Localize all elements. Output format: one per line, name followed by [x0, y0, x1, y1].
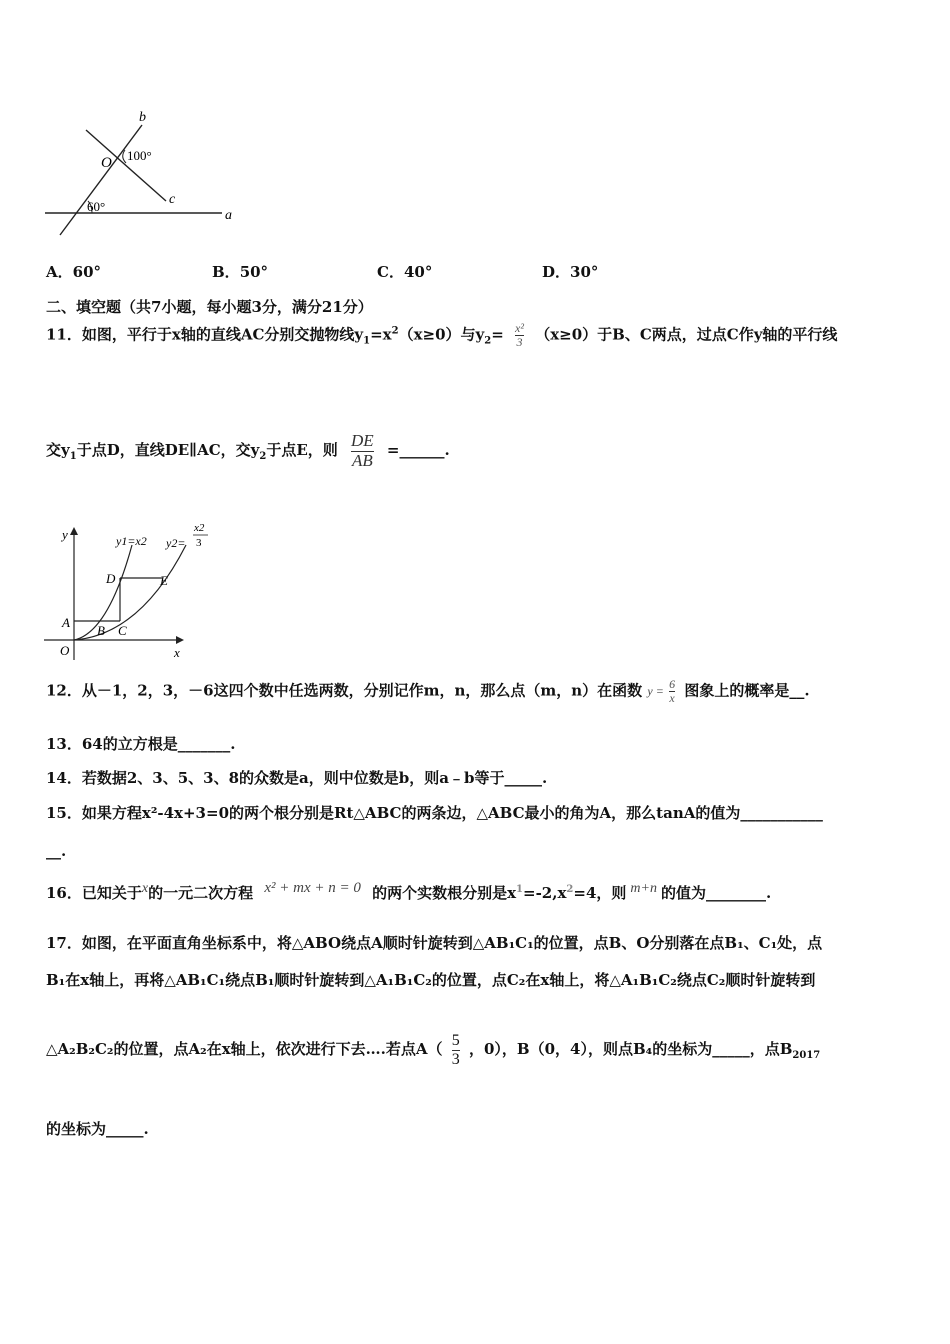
- fraction-de-over-ab: $\frac{DE}{AB}$: [351, 431, 374, 470]
- section-title: 二、填空题（共7小题，每小题3分，满分21分）: [46, 298, 373, 316]
- option-d: D．30°: [542, 263, 599, 281]
- question-11-line2: 交$y_1$于点D，直线DE∥AC，交$y_2$于点E，则 $\frac{DE}{AB}$ =______.: [46, 431, 450, 470]
- fraction-x2-over-3: $\frac{\text{x²}}{3}$: [515, 321, 524, 350]
- question-15-line1: 15．如果方程x²-4x+3=0的两个根分别是Rt△ABC的两条边，△ABC最小的角为A，那么tanA的值为___________: [46, 804, 823, 822]
- curve-y2: [74, 545, 186, 640]
- label-E: E: [160, 573, 168, 588]
- label-a: a: [225, 208, 232, 223]
- label-y2: y2=: [166, 536, 186, 550]
- label-C: C: [118, 623, 127, 638]
- question-17-line3: △A₂B₂C₂的位置，点A₂在x轴上，依次进行下去….若点A（ $\frac{5}{3}$ ，0），B（0，4），则点B₄的坐标为_____，点$B_{2017}$: [46, 1032, 821, 1068]
- label-y2-den: 3: [196, 537, 202, 549]
- label-x-axis: x: [174, 645, 180, 660]
- label-y1: y1=x2: [116, 534, 147, 548]
- parabola-figure: [40, 515, 220, 665]
- option-b: B．50°: [212, 263, 269, 281]
- label-100: 100°: [127, 148, 152, 163]
- label-D: D: [106, 571, 116, 586]
- angle-figure: [40, 105, 250, 240]
- question-11-line1: 11．如图，平行于x轴的直线AC分别交抛物线$y_1=x^2(x\ge 0)$与$y_2=$ $\frac{\text{x²}}{3}$ （x≥0）于B、C两点，过点C作y轴的平行线: [46, 321, 838, 350]
- label-A: A: [62, 615, 70, 630]
- label-O: O: [101, 155, 112, 171]
- y-axis-arrow: [70, 527, 78, 535]
- line-b: [60, 125, 142, 235]
- option-a: A．60°: [46, 263, 102, 281]
- question-15-line2: __.: [46, 842, 67, 860]
- label-60: 60°: [87, 199, 106, 214]
- option-c: C．40°: [377, 263, 433, 281]
- question-16: 16．已知关于$^x$的一元二次方程 $^{x^2 + mx + n = 0}$ 的两个实数根分别是$x^1=-2,x^2=4$，则 $^{m+n}$ 的值为________.: [46, 880, 772, 902]
- label-c: c: [169, 192, 176, 207]
- question-17-line4: 的坐标为_____.: [46, 1120, 149, 1138]
- label-b: b: [139, 110, 146, 125]
- fraction-6-over-x: $\frac{6}{x}$: [669, 677, 676, 706]
- line-c: [86, 130, 166, 201]
- angle-arc-100: [123, 150, 126, 163]
- question-13: 13．64的立方根是_______.: [46, 735, 236, 753]
- question-17-line1: 17．如图，在平面直角坐标系中，将△ABO绕点A顺时针旋转到△AB₁C₁的位置，点B、O分别落在点B₁、C₁处，点: [46, 934, 823, 952]
- question-17-line2: B₁在x轴上，再将△AB₁C₁绕点B₁顺时针旋转到△A₁B₁C₂的位置，点C₂在x轴上，将△A₁B₁C₂绕点C₂顺时针旋转到: [46, 971, 816, 989]
- question-12: 12．从－1，2，3，－6这四个数中任选两数，分别记作m，n，那么点（m，n）在函数 y = $\frac{6}{x}$ 图象上的概率是__.: [46, 677, 810, 706]
- label-B: B: [97, 623, 105, 638]
- label-y2-num: x2: [194, 522, 205, 534]
- label-O: O: [60, 643, 70, 658]
- fraction-5-over-3: $\frac{5}{3}$: [451, 1032, 460, 1068]
- x-axis-arrow: [176, 636, 184, 644]
- question-14: 14．若数据2、3、5、3、8的众数是a，则中位数是b，则a﹣b等于_____.: [46, 769, 548, 787]
- label-y-axis: y: [62, 527, 68, 542]
